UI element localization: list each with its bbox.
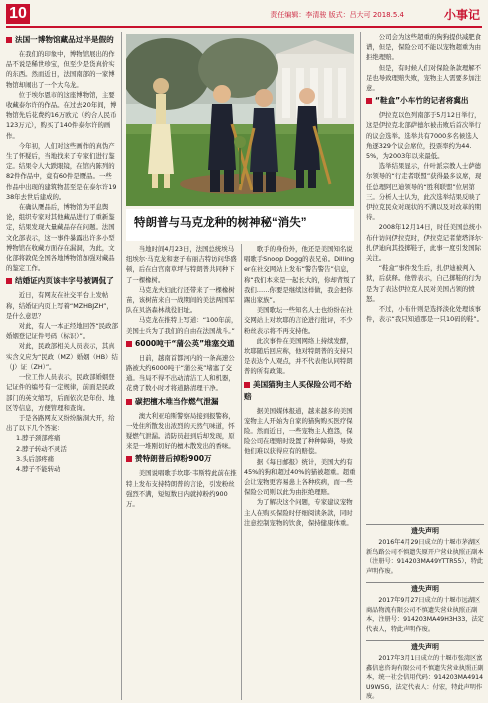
bullet-square-icon — [126, 399, 132, 405]
article-heading: “鞋盒”小车竹的记者将冀出 — [366, 95, 484, 107]
article-heading: 碳把檀木堆当作燃气泄漏 — [126, 396, 238, 408]
page-header — [0, 0, 488, 26]
article-paragraph: 为了解决这个问题，专家建议宠物主人在购买保险时仔细阅读条款，同时注意控制宠物的饮食，保持健康体重。 — [244, 498, 353, 527]
article-paragraph: 此次事件在美国网络上持续发酵，坎耶随后回应称，他对特朗普的支持只是表达个人观点，并不代表他认同特朗普的所有政策。 — [244, 336, 353, 376]
article-paragraph: 对此，有人一本正经地回答“民政部婚姻登记证件号码（标识）”。 — [6, 322, 118, 341]
lost-notice — [366, 582, 484, 635]
article-paragraph: 马克龙夫妇此行还带来了一棵橡树苗，该树苗来自一战期间的美法两国军队在贝洛森林战役旧址。 — [126, 285, 235, 315]
lost-notice — [366, 524, 484, 577]
article-paragraph: 歌手的身份外，他还是美国知名说唱歌手Snoop Dogg的表兄弟。Dillinger在社交网站上发布“警告警告”信息，称“我们本来是一起长大的，你却背叛了我们……你要是继续这样做，我会把你踢出家族”。 — [244, 245, 356, 305]
photo-caption: 特朗普与马克龙种的树神秘“消失” — [134, 217, 307, 229]
article-heading: 赞特朗普后掉粉900万 — [126, 453, 238, 465]
article-paragraph: 于是各路网友又纷纷脑洞大开，给出了以下几个答案： — [6, 413, 115, 433]
article-paragraph: 据《每日邮报》统计，美国大约有45%的狗和超过40%的猫被超重。超重会让宠物更容易患上各种疾病，而一些保险公司则以此为由拒绝理赔。 — [244, 457, 356, 497]
bullet-square-icon — [126, 456, 132, 462]
article-paragraph: 今年初，人们对这些画作的真伪产生了怀疑后，当地找来了专家们进行鉴定。结果令人大跌眼镜，在馆内陈列的82件作品中，竟有60件是赝品。一些作品中出现的建筑物甚至是在泰尔许1938年去世后建成的。 — [6, 141, 117, 201]
bullet-square-icon — [6, 37, 12, 43]
lost-notice — [366, 640, 484, 701]
article-paragraph: 近日，有网友在社交平台上发帖称，结婚证内页上写着“MZHBJZH”，是什么意思？ — [6, 291, 113, 320]
article-paragraph: 美国歌坛一些知名人士也纷纷在社交网站上对坎耶的言论进行批评，不少粉丝表示将不再支持他。 — [244, 306, 353, 335]
article-paragraph: 对此，民政部相关人员表示，其真实含义应为“民政（MZ）婚姻（HB）结（J）证（ZH）”。 — [6, 342, 118, 371]
article-paragraph: 公司会为这些超重的狗狗提供减肥食谱，但是，保险公司不能以宠物超重为由拒绝理赔。 — [366, 33, 482, 62]
answer-list — [6, 433, 118, 474]
article-heading: 结婚证内页该丰字号被调侃了 — [6, 275, 118, 287]
article-paragraph: 选举结果显示，什叶派宗教人士萨德尔领导的“行走者联盟”获得最多议席，现任总理阿巴迪领导的“胜利联盟”位居第三。分析人士认为，此次选举结果反映了伊拉克民众对现状的不满以及对改革的期待。 — [366, 162, 482, 222]
article-paragraph: 当地时间4月23日，法国总统埃马纽埃尔·马克龙和妻子布丽吉特访问华盛顿，后在白宫南草坪与特朗普共同种下了一棵橡树。 — [126, 245, 237, 284]
article-paragraph: 在我们的印象中，博物馆展出的作品不说是稀世珍宝，但至少是货真价实的东西。然而近日，法国南部的一家博物馆却闹出了一个大乌龙。 — [6, 50, 115, 89]
notice-text: 2017年9月27日成立的十堰市远湖区商品物流有限公司不慎遗失营业执照正副本，注册号：914203MA49H3H33，法定代表人，特此声明作废。 — [366, 597, 484, 633]
bullet-square-icon — [126, 341, 132, 347]
left-column — [6, 32, 118, 700]
photo-illustration — [126, 34, 354, 206]
article-paragraph: “鞋盒”事件发生后，扎伊迪被判入狱，后获释。他曾表示，自己掷鞋的行为是为了表达伊拉克人民对美国占领的愤怒。 — [366, 264, 482, 303]
bullet-square-icon — [366, 98, 372, 104]
notice-text: 2017年3月1日成立的十堰市张湾区富鑫信息咨询有限公司不慎遗失营业执照正副本，统一社会信用代码：914203MA4914U9W5G，法定代表人：付宏，特此声明作废。 — [366, 655, 484, 700]
article-paragraph: 不过，小布什则是选择淡化处理该事件，表示“我只知道那是一只10码的鞋”。 — [366, 305, 484, 324]
column-divider — [121, 32, 122, 700]
article-paragraph: 据美国媒体报道，越来越多的美国宠物主人开始为自家的猫狗购买医疗保险。然而近日，一些宠物主人抱怨，保险公司在理赔时设置了种种障碍，导致他们难以获得应有的赔偿。 — [244, 406, 353, 456]
photo-caption-box — [126, 209, 354, 241]
list-item: 3.头后部疼痛 — [16, 454, 55, 463]
middle-column-1 — [126, 244, 238, 700]
article-heading: 法国一博物馆藏品过半是假的 — [6, 34, 118, 46]
notice-title: 遗失声明 — [411, 527, 439, 535]
article-paragraph: 但是，有时候人们对保险条款理解不足也导致理赔失败，宠物主人需要多加注意。 — [366, 63, 482, 93]
article-paragraph: 一位工作人员表示，民政部婚姻登记证件的编号有一定规律，前面是民政部门的英文缩写，后面依次是年份、地区等信息，方便管理和查询。 — [6, 373, 115, 412]
article-paragraph: 位于埃尔恩市的这座博物馆，主要收藏泰尔许的作品。在过去20年间，博物馆先后花费约16万欧元（约合人民币123万元），购买了140件泰尔许的画作。 — [6, 90, 117, 140]
notice-title: 遗失声明 — [411, 585, 439, 593]
bullet-square-icon — [244, 382, 250, 388]
article-paragraph: 在确认赝品后，博物馆为平息舆论，组织专家对其他藏品进行了重新鉴定，结果发现大量藏品存在问题。法国文化部表示，这一事件暴露出许多小型博物馆在收藏方面存在漏洞，为此，文化部将敦促全国各地博物馆加强对藏品的鉴定工作。 — [6, 203, 115, 273]
article-paragraph: 日前，越南首都河内的一条高速公路被大约6000吨干“蒲公英”堵塞了交通。当局不得不出动清洁工人和机器，花费了数小时才将道路清理干净。 — [126, 353, 235, 393]
section-title: 小事记 — [443, 8, 480, 22]
header-rule — [6, 26, 482, 28]
bullet-square-icon — [6, 278, 12, 284]
notice-text: 2016年4月29日成立的十堰市茅湖区新鸟路公司不慎遗失原开户营业执照正副本（注册号：914203MA49YTTR55），特此声明作废。 — [366, 539, 484, 575]
list-item: 1.脖子颈部疼痛 — [16, 434, 61, 443]
column-divider — [360, 32, 361, 700]
article-paragraph: 2008年12月14日，时任美国总统小布什访问伊拉克时，伊拉克记者蒙塔泽尔·扎伊迪向其投掷鞋子，此事一度引发国际关注。 — [366, 223, 484, 263]
article-paragraph: 伊拉克以色列南部于5月12日举行，这是伊拉克北部萨德尔被击败后首次举行的议会选举。选举共有7000多名候选人角逐329个议会席位，投票率约为44.5%，为2003年以来最低。 — [366, 111, 482, 161]
article-heading: 美国猫狗主人买保险公司不给赔 — [244, 379, 352, 401]
news-photo — [126, 34, 354, 206]
column-divider — [241, 244, 242, 700]
notice-title: 遗失声明 — [411, 643, 439, 651]
list-item: 4.脖子不能转动 — [16, 464, 61, 473]
article-paragraph: 美国说唱歌手坎耶·韦斯特此前在推特上发布支持特朗普的言论，引发粉丝强烈不满，短短数日内就掉粉约900万。 — [126, 469, 237, 509]
article-heading: 6000吨干“蒲公英”堆塞交通 — [126, 338, 238, 350]
right-column — [366, 32, 484, 520]
article-paragraph: 马克龙在推特上写道：“100年前，美国士兵为了我们的自由在法国战斗。” — [126, 316, 238, 335]
article-paragraph: 澳大利亚珀斯警察局接到报警称，一处住所散发出浓烈的天然气味道，怀疑燃气泄漏。消防员赶到后却发现，原来是一堆刚切好的檀木散发出的香味。 — [126, 411, 235, 451]
list-item: 2.脖子转动不灵活 — [16, 444, 67, 453]
middle-column-2 — [244, 244, 356, 700]
page-number: 10 — [6, 4, 30, 24]
header-meta: 责任编辑：李清骏 版式：吕大可 2018.5.4 — [270, 11, 404, 19]
